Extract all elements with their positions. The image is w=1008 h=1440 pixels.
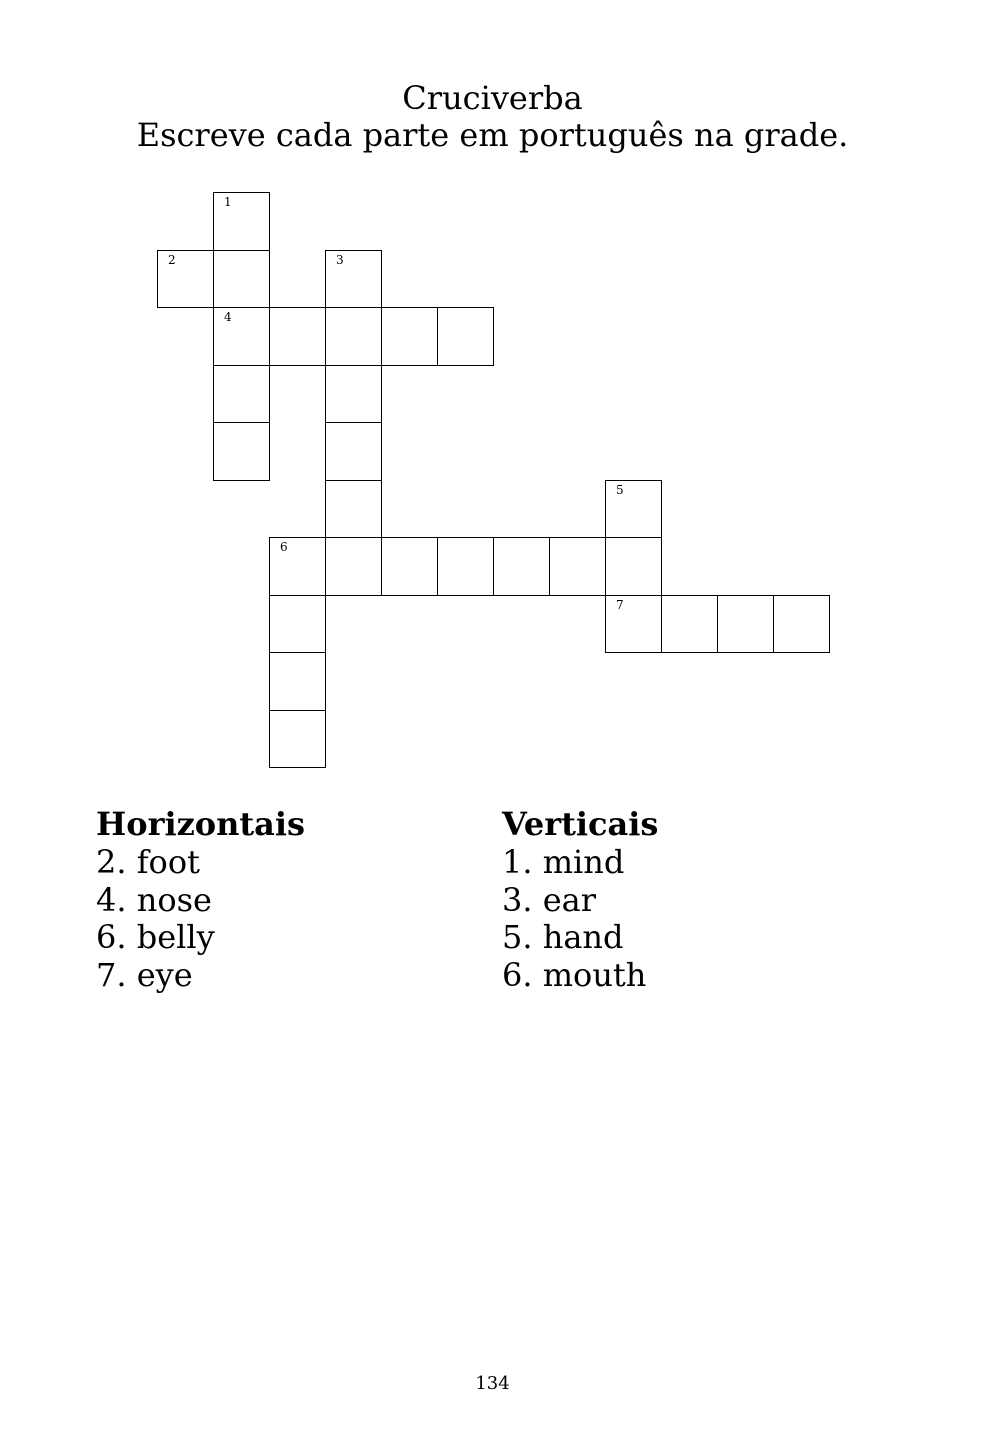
clue-number: 1 <box>224 195 232 209</box>
puzzle-title: Cruciverba <box>402 79 583 117</box>
across-clue: 4. nose <box>96 880 212 919</box>
grid-cell[interactable] <box>773 595 830 654</box>
grid-cell[interactable] <box>605 537 662 596</box>
clue-number: 2 <box>168 252 176 267</box>
grid-cell[interactable] <box>493 537 550 596</box>
grid-cell[interactable] <box>269 307 326 366</box>
across-clue: 2. foot <box>96 843 200 881</box>
grid-cell[interactable] <box>325 480 382 539</box>
down-clue: 1. mind <box>502 843 625 881</box>
grid-cell[interactable] <box>269 595 326 654</box>
across-clue: 7. eye <box>96 955 193 994</box>
grid-cell[interactable] <box>269 710 326 769</box>
grid-cell[interactable] <box>325 537 382 596</box>
across-heading: Horizontais <box>96 805 306 843</box>
down-clue: 5. hand <box>502 918 624 956</box>
grid-cell[interactable] <box>213 365 270 424</box>
down-clue: 6. mouth <box>502 955 647 994</box>
down-clues <box>502 804 658 994</box>
grid-cell[interactable] <box>381 307 438 366</box>
grid-cell[interactable] <box>269 652 326 711</box>
grid-cell[interactable] <box>549 537 606 596</box>
across-clues <box>96 804 305 994</box>
grid-cell[interactable] <box>437 307 494 366</box>
grid-cell[interactable] <box>213 307 270 366</box>
grid-cell[interactable] <box>437 537 494 596</box>
down-clue: 3. ear <box>502 880 597 919</box>
grid-cell[interactable] <box>213 422 270 481</box>
grid-cell[interactable] <box>325 250 382 309</box>
grid-cell[interactable] <box>213 192 270 251</box>
across-clue: 6. belly <box>96 918 215 956</box>
page-number: 134 <box>475 1373 510 1394</box>
puzzle-instructions: Escreve cada parte em português na grade. <box>136 116 849 154</box>
clue-number: 5 <box>616 482 624 497</box>
grid-cell[interactable] <box>717 595 774 654</box>
grid-cell[interactable] <box>157 250 214 309</box>
grid-cell[interactable] <box>325 422 382 481</box>
grid-cell[interactable] <box>213 250 270 309</box>
clue-number: 6 <box>280 540 288 554</box>
grid-cell[interactable] <box>325 365 382 424</box>
down-heading: Verticais <box>502 805 659 843</box>
grid-cell[interactable] <box>605 595 662 654</box>
grid-cell[interactable] <box>661 595 718 654</box>
clue-number: 4 <box>224 310 232 324</box>
grid-cell[interactable] <box>269 537 326 596</box>
grid-cell[interactable] <box>325 307 382 366</box>
grid-cell[interactable] <box>381 537 438 596</box>
clue-number: 3 <box>336 252 344 267</box>
clue-number: 7 <box>616 597 624 612</box>
grid-cell[interactable] <box>605 480 662 539</box>
